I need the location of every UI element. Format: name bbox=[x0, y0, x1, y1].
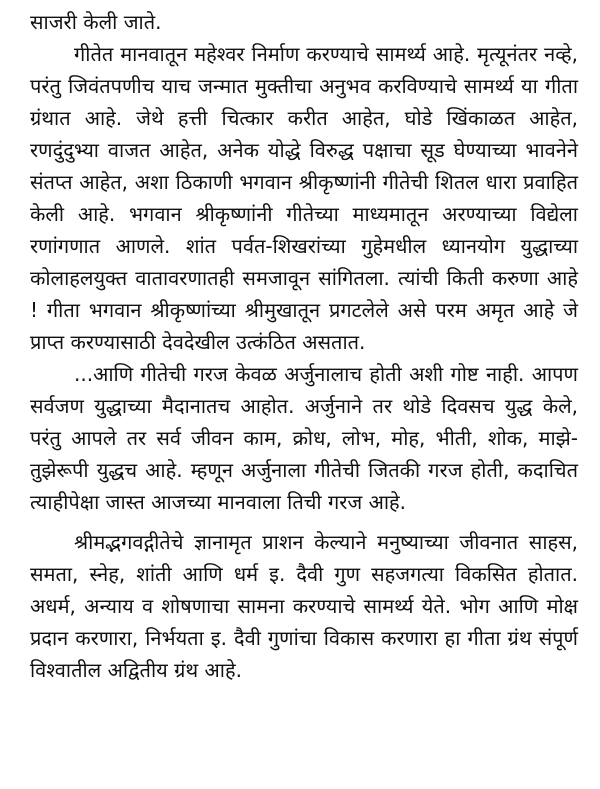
paragraph-divine-qualities: श्रीमद्भगवद्गीतेचे ज्ञानामृत प्राशन केल्याने मनुष्याच्या जीवनात साहस, समता, स्नेह, शांती आणि धर्म इ. दैवी गुण सहजगत्या विकसित होतात. अधर्म, अन्याय व शोषणाचा सामना करण्याचे सामर्थ्य येते. भोग आणि मोक्ष प्रदान करणारा, निर्भयता इ. दैवी गुणांचा विकास करणारा हा गीता ग्रंथ संपूर्ण विश्वातील अद्वितीय ग्रंथ आहे. bbox=[30, 530, 578, 682]
paragraph-arjuna-need: ...आणि गीतेची गरज केवळ अर्जुनालाच होती अशी गोष्ट नाही. आपण सर्वजण युद्धाच्या मैदानातच आहोत. अर्जुनाने तर थोडे दिवसच युद्ध केले, परंतु आपले तर सर्व जीवन काम, क्रोध, लोभ, मोह, भीती, शोक, माझे-तुझेरूपी युद्धच आहे. म्हणून अर्जुनाला गीतेची जितकी गरज होती, कदाचित त्याहीपेक्षा जास्त आजच्या मानवाला तिची गरज आहे. bbox=[30, 362, 578, 514]
paragraph-continuation: साजरी केली जाते. bbox=[30, 10, 162, 34]
paragraph-gita-power: गीतेत मानवातून महेश्वर निर्माण करण्याचे सामर्थ्य आहे. मृत्यूनंतर नव्हे, परंतु जिवंतपणीच याच जन्मात मुक्तीचा अनुभव करविण्याचे सामर्थ्य या गीता ग्रंथात आहे. जेथे हत्ती चित्कार करीत आहेत, घोडे खिंकाळत आहेत, रणदुंदुभ्या वाजत आहेत, अनेक योद्धे विरुद्ध पक्षाचा सूड घेण्याच्या भावनेने संतप्त आहेत, अशा ठिकाणी भगवान श्रीकृष्णांनी गीतेची शितल धारा प्रवाहित केली आहे. भगवान श्रीकृष्णांनी गीतेच्या माध्यमातून अरण्याच्या विद्येला रणांगणात आणले. शांत पर्वत-शिखरांच्या गुहेमधील ध्यानयोग युद्धाच्या कोलाहलयुक्त वातावरणातही समजावून सांगितला. त्यांची किती करुणा आहे ! गीता भगवान श्रीकृष्णांच्या श्रीमुखातून प्रगटलेले असे परम अमृत आहे जे प्राप्त करण्यासाठी देवदेखील उत्कंठित असतात. bbox=[30, 42, 578, 354]
